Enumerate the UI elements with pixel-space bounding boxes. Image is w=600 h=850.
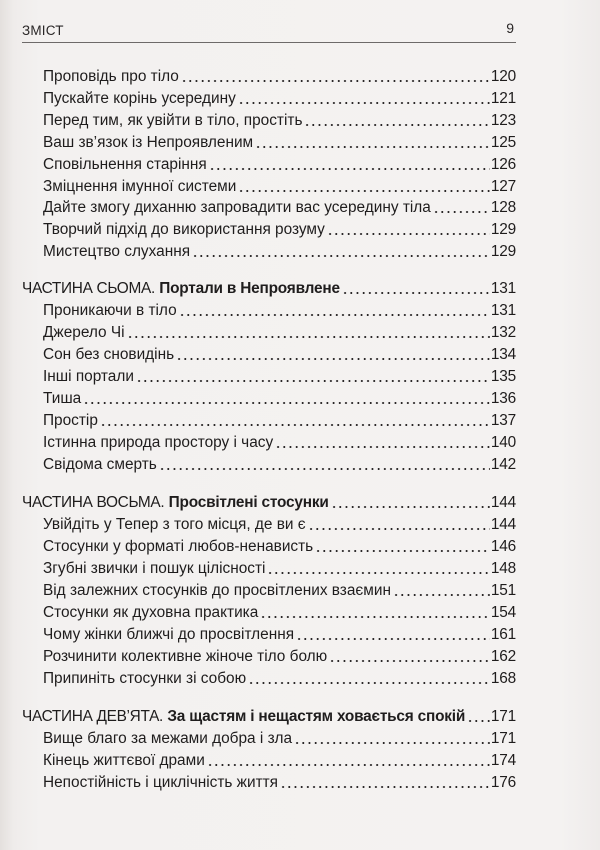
- toc-entry[interactable]: [43, 430, 516, 452]
- toc-entry-title: Згубні звички і пошук цілісності: [43, 560, 266, 577]
- toc-entry[interactable]: [43, 408, 516, 430]
- part-label: ЧАСТИНА СЬОМА.: [22, 280, 155, 297]
- dot-leader: [294, 735, 490, 745]
- toc-entry-title: Увійдіть у Тепер з того місця, де ви є: [43, 516, 306, 533]
- toc-entry[interactable]: [43, 666, 516, 688]
- dot-leader: [296, 631, 490, 641]
- toc-entry[interactable]: [43, 512, 516, 534]
- page-header: [22, 18, 516, 43]
- toc-entry-title: Простір: [43, 412, 98, 429]
- toc-entry-title: Інші портали: [43, 368, 134, 385]
- toc-entry-title: Розчинити колективне жіноче тіло болю: [43, 648, 328, 665]
- toc-entry[interactable]: [43, 364, 516, 386]
- toc-entry-title: Вище благо за межами добра і зла: [43, 730, 292, 747]
- toc-entry[interactable]: [43, 298, 516, 320]
- dot-leader: [342, 285, 490, 295]
- dot-leader: [329, 653, 490, 663]
- toc-entry[interactable]: [43, 108, 516, 130]
- toc-entry-page: 125: [490, 134, 516, 151]
- toc-entry-page: 144: [490, 516, 516, 533]
- toc-part-seven[interactable]: [22, 276, 516, 298]
- toc-entry[interactable]: [43, 534, 516, 556]
- toc-entry-title: Істинна природа простору і часу: [43, 434, 274, 451]
- toc-entry-page: 142: [490, 456, 516, 473]
- dot-leader: [275, 439, 490, 449]
- toc-entry-title: Творчий підхід до використання розуму: [43, 221, 325, 238]
- toc-entry-title: Кінець життєвої драми: [43, 752, 205, 769]
- toc-entry-page: 162: [490, 648, 516, 665]
- toc-entry-page: 151: [490, 582, 516, 599]
- toc-part-nine[interactable]: [22, 704, 516, 726]
- toc-entry-page: 171: [490, 730, 516, 747]
- toc-entry[interactable]: [43, 342, 516, 364]
- toc-entry-title: Стосунки як духовна практика: [43, 604, 259, 621]
- toc-entry-page: 121: [490, 90, 516, 107]
- toc-entry-page: 126: [490, 156, 516, 173]
- toc-entry-page: 127: [490, 178, 516, 195]
- part-label: ЧАСТИНА ДЕВ’ЯТА.: [22, 708, 164, 725]
- toc-entry-page: 140: [490, 434, 516, 451]
- toc-entry[interactable]: [43, 622, 516, 644]
- toc-entry-page: 136: [490, 390, 516, 407]
- part-title: За щастям і нещастям ховається спокій: [167, 708, 466, 725]
- toc-entry-title: Сповільнення старіння: [43, 156, 207, 173]
- dot-leader: [136, 373, 490, 383]
- toc-entry-title: Непостійність і циклічність життя: [43, 774, 279, 791]
- dot-leader: [159, 461, 490, 471]
- toc-entry[interactable]: [43, 726, 516, 748]
- toc-entry-page: 131: [490, 302, 516, 319]
- dot-leader: [327, 226, 490, 236]
- toc-entry[interactable]: [43, 86, 516, 108]
- toc-entry-title: Стосунки у форматі любов-ненависть: [43, 538, 314, 555]
- toc-entry-page: 134: [490, 346, 516, 363]
- toc-entry[interactable]: [43, 770, 516, 792]
- toc-entry[interactable]: [43, 644, 516, 666]
- part-label: ЧАСТИНА ВОСЬМА.: [22, 494, 165, 511]
- running-head-title: ЗМІСТ: [22, 23, 64, 38]
- part-title: Портали в Непроявлене: [159, 280, 340, 297]
- toc-entry-page: 171: [490, 708, 516, 725]
- toc-entry-page: 168: [490, 670, 516, 687]
- dot-leader: [248, 675, 490, 685]
- dot-leader: [176, 351, 490, 361]
- toc-entry-page: 135: [490, 368, 516, 385]
- toc-entry-title: Дайте змогу диханню запровадити вас усередину тіла: [43, 199, 431, 216]
- toc-entry-page: 176: [490, 774, 516, 791]
- toc-entry-page: 120: [490, 68, 516, 85]
- toc-entry[interactable]: [43, 556, 516, 578]
- dot-leader: [192, 248, 490, 258]
- page-number: 9: [506, 20, 514, 36]
- toc-entry[interactable]: [43, 748, 516, 770]
- dot-leader: [100, 417, 490, 427]
- dot-leader: [209, 161, 490, 171]
- toc-entry-page: 161: [490, 626, 516, 643]
- toc-entry-title: Перед тим, як увійти в тіло, простіть: [43, 112, 303, 129]
- toc-entry-title: Чому жінки ближчі до просвітлення: [43, 626, 295, 643]
- toc-entry[interactable]: [43, 239, 516, 261]
- toc-entry-page: 129: [490, 243, 516, 260]
- dot-leader: [127, 329, 490, 339]
- toc-entry[interactable]: [43, 320, 516, 342]
- dot-leader: [280, 779, 490, 789]
- dot-leader: [207, 757, 490, 767]
- toc-entry-page: 137: [490, 412, 516, 429]
- dot-leader: [315, 543, 490, 553]
- toc-entry-title: Сон без сновидінь: [43, 346, 175, 363]
- toc-entry-page: 174: [490, 752, 516, 769]
- toc-entry-title: Свідома смерть: [43, 456, 157, 473]
- toc-entry-page: 154: [490, 604, 516, 621]
- dot-leader: [308, 521, 490, 531]
- toc-entry[interactable]: [43, 578, 516, 600]
- dot-leader: [255, 139, 490, 149]
- toc-entry-page: 128: [490, 199, 516, 216]
- toc-entry[interactable]: [43, 452, 516, 474]
- toc-entry-title: Мистецтво слухання: [43, 243, 191, 260]
- dot-leader: [467, 713, 490, 723]
- dot-leader: [238, 95, 490, 105]
- toc-entry[interactable]: [43, 195, 516, 217]
- toc-entry-title: Проникаючи в тіло: [43, 302, 177, 319]
- dot-leader: [304, 117, 489, 127]
- toc-entry-page: 148: [490, 560, 516, 577]
- toc-entry[interactable]: [43, 174, 516, 196]
- toc-entry-page: 123: [490, 112, 516, 129]
- dot-leader: [83, 395, 490, 405]
- dot-leader: [433, 204, 490, 214]
- toc-entry-page: 131: [490, 280, 516, 297]
- toc-entry-page: 132: [490, 324, 516, 341]
- dot-leader: [267, 565, 489, 575]
- dot-leader: [260, 609, 490, 619]
- dot-leader: [238, 183, 490, 193]
- toc-entry-title: Ваш зв’язок із Непроявленим: [43, 134, 254, 151]
- toc-entry[interactable]: [43, 64, 516, 86]
- dot-leader: [179, 307, 490, 317]
- toc-entry-title: Припиніть стосунки зі собою: [43, 670, 247, 687]
- dot-leader: [393, 587, 490, 597]
- toc-entry-title: Пускайте корінь усередину: [43, 90, 236, 107]
- toc-entry-title: Зміцнення імунної системи: [43, 178, 237, 195]
- toc-entry-title: Від залежних стосунків до просвітлених взаємин: [43, 582, 391, 599]
- toc-entry-page: 144: [490, 494, 516, 511]
- dot-leader: [331, 499, 490, 509]
- dot-leader: [181, 73, 490, 83]
- toc-entry[interactable]: [43, 217, 516, 239]
- toc-entry-title: Джерело Чі: [43, 324, 125, 341]
- toc-entry-page: 129: [490, 221, 516, 238]
- toc-part-eight[interactable]: [22, 490, 516, 512]
- toc-entry-page: 146: [490, 538, 516, 555]
- toc-entry[interactable]: [43, 130, 516, 152]
- toc-entry[interactable]: [43, 386, 516, 408]
- toc-entry[interactable]: [43, 152, 516, 174]
- part-title: Просвітлені стосунки: [168, 494, 329, 511]
- toc-entry[interactable]: [43, 600, 516, 622]
- toc-entry-title: Тиша: [43, 390, 82, 407]
- toc-entry-title: Проповідь про тіло: [43, 68, 179, 85]
